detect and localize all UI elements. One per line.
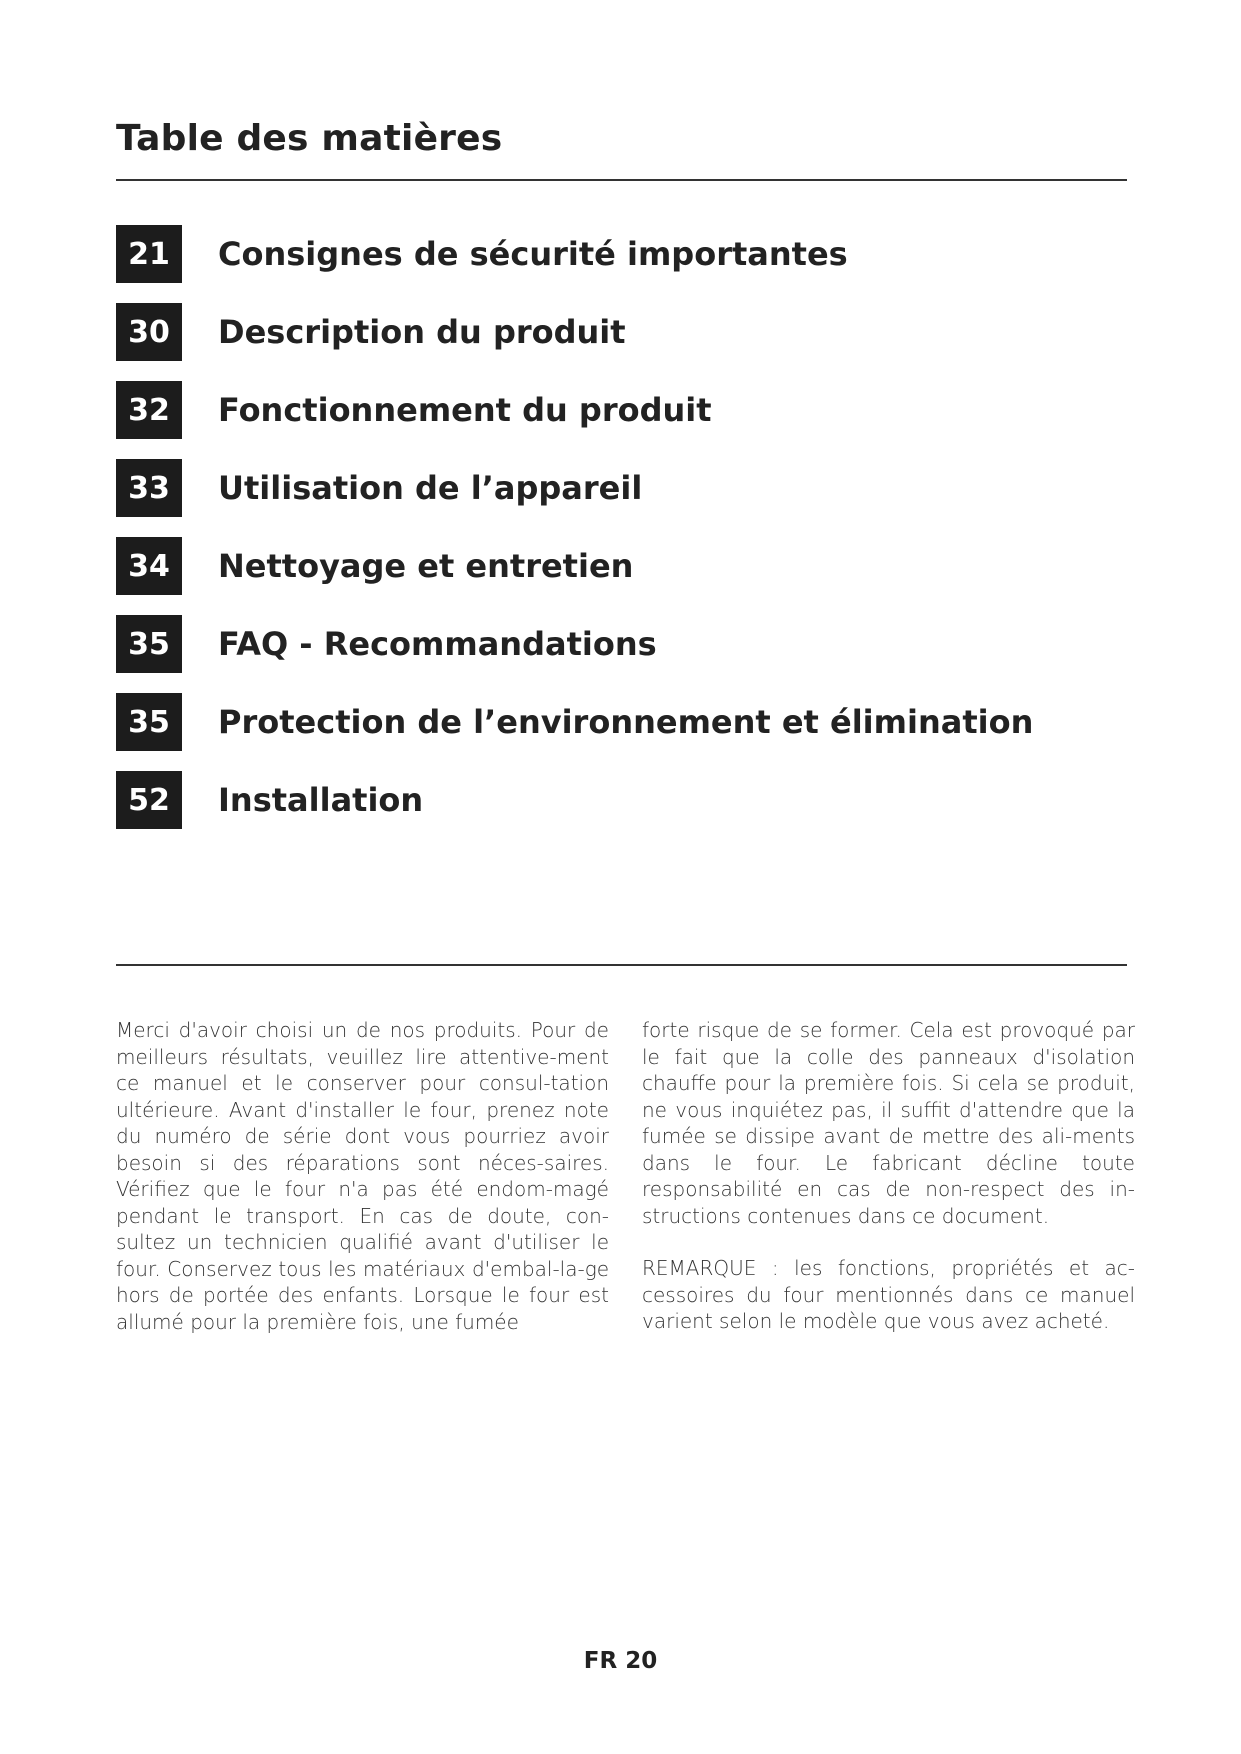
toc-title: FAQ - Recommandations [218, 625, 657, 663]
toc-page-number: 33 [116, 459, 182, 517]
toc-page-number: 30 [116, 303, 182, 361]
intro-paragraph: forte risque de se former. Cela est provoqué par le fait que la colle des panneaux d'isolation chauffe pour la première fois. Si cela se produit, ne vous inquiétez pas, il suffit d'attendre que la fumée se dissipe avant de mettre des ali-ments dans le four. Le fabricant décline toute responsabilité en cas de non-respect des in-structions contenues dans ce document. [642, 1018, 1135, 1228]
intro-column-right [642, 1017, 1135, 1335]
toc-item-operation[interactable] [116, 381, 1033, 439]
toc-page-number: 34 [116, 537, 182, 595]
toc-title: Consignes de sécurité importantes [218, 235, 848, 273]
toc-item-safety[interactable] [116, 225, 1033, 283]
toc-item-environment[interactable] [116, 693, 1033, 751]
toc-title: Description du produit [218, 313, 626, 351]
toc-item-installation[interactable] [116, 771, 1033, 829]
toc-page-number: 52 [116, 771, 182, 829]
toc-page-number: 32 [116, 381, 182, 439]
toc-title: Protection de l’environnement et élimination [218, 703, 1034, 741]
toc-page-number: 35 [116, 693, 182, 751]
toc-item-cleaning[interactable] [116, 537, 1033, 595]
toc-item-description[interactable] [116, 303, 1033, 361]
section-divider [116, 964, 1127, 966]
toc-item-faq[interactable] [116, 615, 1033, 673]
toc-page-number: 21 [116, 225, 182, 283]
page-title: Table des matières [116, 118, 503, 159]
title-divider [116, 179, 1127, 181]
toc-title: Fonctionnement du produit [218, 391, 712, 429]
toc-title: Nettoyage et entretien [218, 547, 634, 585]
toc-item-usage[interactable] [116, 459, 1033, 517]
toc-page-number: 35 [116, 615, 182, 673]
toc-title: Installation [218, 781, 424, 819]
intro-text [116, 1017, 1135, 1335]
table-of-contents [116, 225, 1033, 849]
note-paragraph: REMARQUE : les fonctions, propriétés et ac-cessoires du four mentionnés dans ce manuel varient selon le modèle que vous avez acheté. [642, 1256, 1135, 1333]
toc-title: Utilisation de l’appareil [218, 469, 643, 507]
page-number: FR 20 [583, 1648, 658, 1674]
intro-column-left [116, 1017, 609, 1335]
intro-paragraph: Merci d'avoir choisi un de nos produits. Pour de meilleurs résultats, veuillez lire attentive-ment ce manuel et le conserver pour consul-tation ultérieure. Avant d'installer le four, prenez note du numéro de série dont vous pourriez avoir besoin si des réparations sont néces-saires. Vérifiez que le four n'a pas été endom-magé pendant le transport. En cas de doute, con-sultez un technicien qualifié avant d'utiliser le four. Conservez tous les matériaux d'embal-la-ge hors de portée des enfants. Lorsque le four est allumé pour la première fois, une fumée [116, 1018, 609, 1334]
